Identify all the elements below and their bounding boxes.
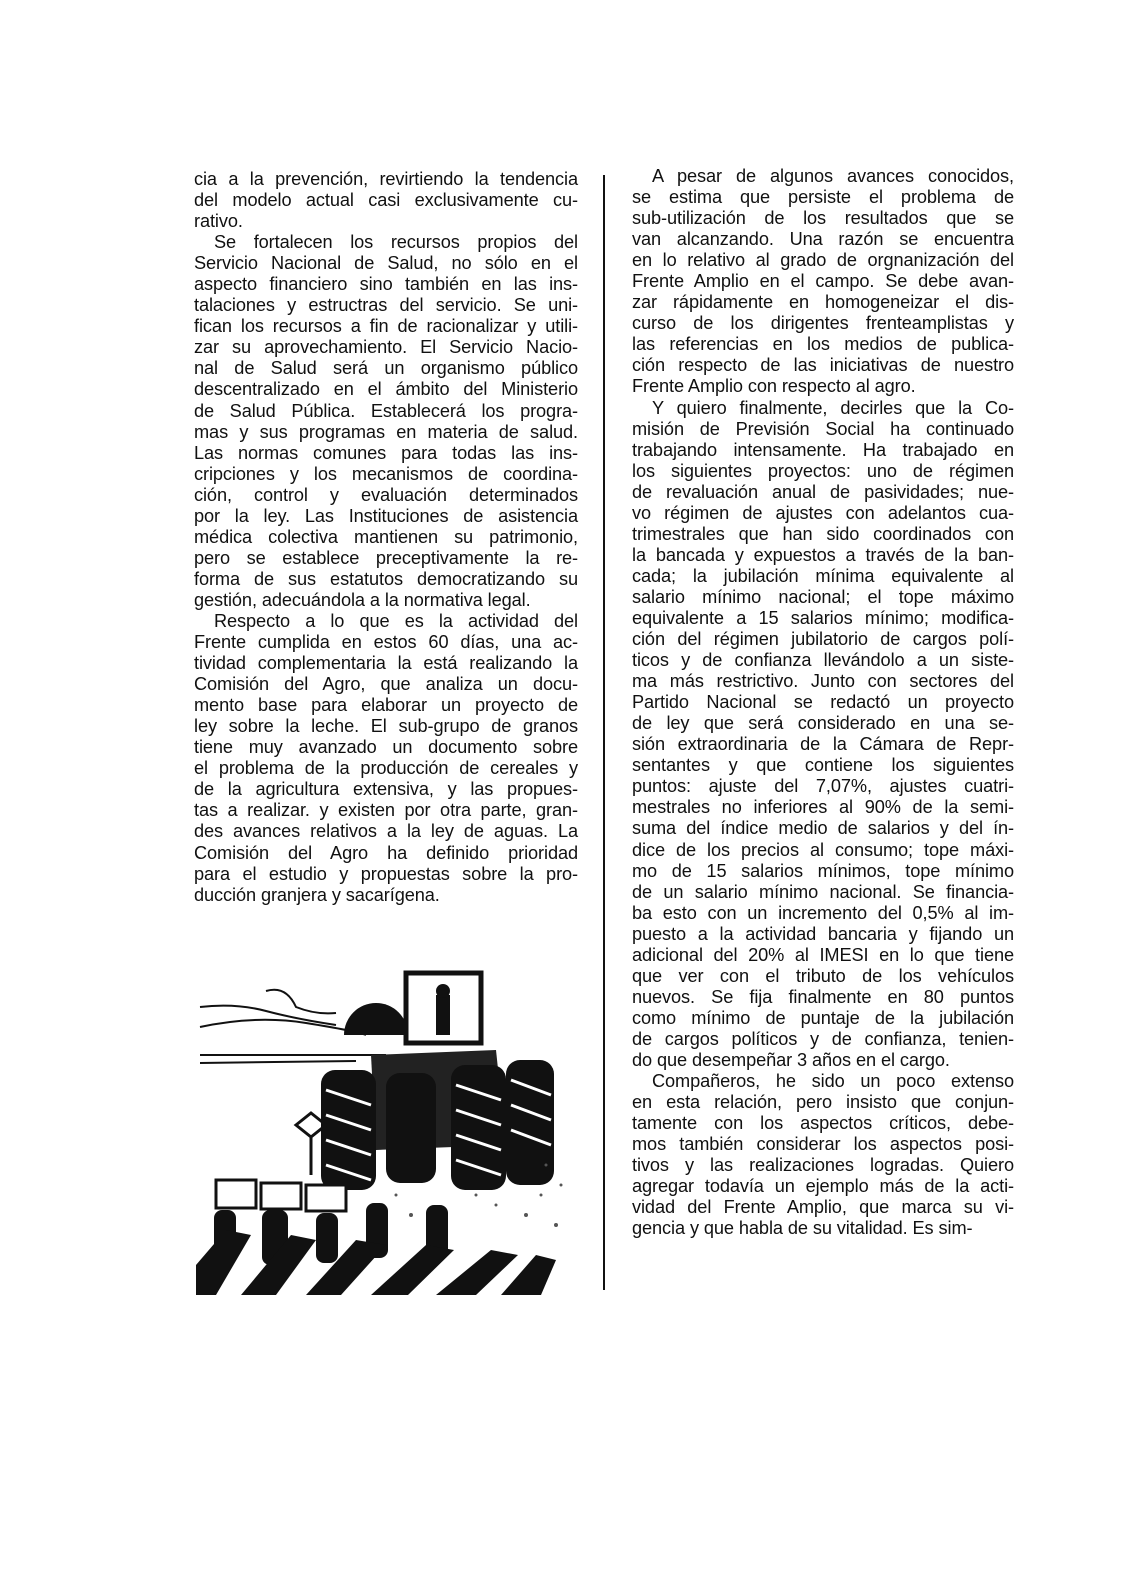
text-line: fican los recursos a fin de racionalizar y utili-: [194, 316, 578, 337]
text-line: de revaluación anual de pasividades; nue-: [632, 481, 1014, 502]
text-line: del modelo actual casi exclusivamente cu-: [194, 190, 578, 211]
text-line: equivalente a 15 salarios mínimo; modifica-: [632, 607, 1014, 628]
text-line: nal de Salud será un organismo público: [194, 358, 578, 379]
text-line: des avances relativos a la ley de aguas. La: [194, 821, 578, 842]
text-line: pero se establece preceptivamente la re-: [194, 547, 578, 568]
text-line: Comisión del Agro ha definido prioridad: [194, 842, 578, 863]
text-line: Respecto a lo que es la actividad del: [214, 610, 578, 631]
left-column: [194, 169, 578, 906]
text-line: agregar todavía un ejemplo más de la acti-: [632, 1176, 1014, 1197]
tractor-illustration: [196, 955, 574, 1295]
text-line: ley sobre la leche. El sub-grupo de granos: [194, 716, 578, 737]
text-line: sentantes y que contiene los siguientes: [632, 755, 1014, 776]
text-line: Frente Amplio en el campo. Se debe avan-: [632, 271, 1014, 292]
text-line: Compañeros, he sido un poco extenso: [652, 1071, 1014, 1092]
text-line: vidad del Frente Amplio, que marca su vi-: [632, 1197, 1014, 1218]
text-line: como mínimo de puntaje de la jubilación: [632, 1007, 1014, 1028]
text-line: zar rápidamente en homogeneizar el dis-: [632, 292, 1014, 313]
text-line: las referencias en los medios de publica-: [632, 334, 1014, 355]
text-line: médica colectiva mantienen su patrimonio,: [194, 526, 578, 547]
text-line: para el estudio y propuestas sobre la pro-: [194, 863, 578, 884]
text-line: Comisión del Agro, que analiza un docu-: [194, 674, 578, 695]
text-line: mos también considerar los aspectos posi-: [632, 1134, 1014, 1155]
text-line: zar su aprovechamiento. El Servicio Nacio-: [194, 337, 578, 358]
text-line: mo de 15 salarios mínimos, tope mínimo: [632, 860, 1014, 881]
text-line: salario mínimo nacional; el tope máximo: [632, 586, 1014, 607]
text-line: puntos: ajuste del 7,07%, ajustes cuatri-: [632, 776, 1014, 797]
text-line: el problema de la producción de cereales y: [194, 758, 578, 779]
text-line: tas a realizar. y existen por otra parte, gran-: [194, 800, 578, 821]
text-line: ción respecto de las iniciativas de nuestro: [632, 355, 1014, 376]
text-line: ducción granjera y sacarígena.: [194, 884, 440, 905]
text-line: Y quiero finalmente, decirles que la Co-: [652, 397, 1014, 418]
text-line: tiene muy avanzado un documento sobre: [194, 737, 578, 758]
text-line: do que desempeñar 3 años en el cargo.: [632, 1049, 950, 1070]
text-line: tividad complementaria la está realizando la: [194, 653, 578, 674]
text-line: Las normas comunes para todas las ins-: [194, 442, 578, 463]
text-line: ción del régimen jubilatorio de cargos polí-: [632, 629, 1014, 650]
text-line: trimestrales que han sido coordinados con: [632, 523, 1014, 544]
text-line: de Salud Pública. Establecerá los progra-: [194, 400, 578, 421]
text-line: A pesar de algunos avances conocidos,: [652, 166, 1014, 186]
text-line: talaciones y estructras del servicio. Se uni-: [194, 295, 578, 316]
text-line: ción, control y evaluación determinados: [194, 484, 578, 505]
text-line: dice de los precios al consumo; tope máxi-: [632, 839, 1014, 860]
text-line: sub-utilización de los resultados que se: [632, 208, 1014, 229]
text-line: en lo relativo al grado de orgnanización del: [632, 250, 1014, 271]
text-line: descentralizado en el ámbito del Ministerio: [194, 379, 578, 400]
text-line: adicional del 20% al IMESI en lo que tiene: [632, 944, 1014, 965]
text-line: misión de Previsión Social ha continuado: [632, 418, 1014, 439]
text-line: van alcanzando. Una razón se encuentra: [632, 229, 1014, 250]
text-line: mestrales no inferiores al 90% de la semi-: [632, 797, 1014, 818]
text-line: Servicio Nacional de Salud, no sólo en el: [194, 253, 578, 274]
column-divider: [603, 175, 605, 1290]
text-line: forma de sus estatutos democratizando su: [194, 568, 578, 589]
text-line: tamente con los aspectos críticos, debe-: [632, 1113, 1014, 1134]
text-line: Frente Amplio con respecto al agro.: [632, 376, 916, 397]
text-line: nuevos. Se fija finalmente en 80 puntos: [632, 986, 1014, 1007]
tractor-planter-icon: [196, 955, 574, 1295]
text-line: de cargos políticos y de confianza, tenien-: [632, 1028, 1014, 1049]
text-line: ma más restrictivo. Junto con sectores del: [632, 671, 1014, 692]
text-line: gencia y que habla de su vitalidad. Es sim-: [632, 1218, 973, 1239]
text-line: la bancada y expuestos a través de la ban-: [632, 544, 1014, 565]
text-line: de la agricultura extensiva, y las propues-: [194, 779, 578, 800]
text-line: ticos y de confianza llevándolo a un siste-: [632, 650, 1014, 671]
text-line: ba esto con un incremento del 0,5% al im-: [632, 902, 1014, 923]
text-line: cripciones y los mecanismos de coordina-: [194, 463, 578, 484]
text-line: cia a la prevención, revirtiendo la tendencia: [194, 169, 578, 189]
text-line: tivos y las realizaciones logradas. Quiero: [632, 1155, 1014, 1176]
text-line: Se fortalecen los recursos propios del: [214, 232, 578, 253]
text-line: en esta relación, pero insisto que conjun-: [632, 1092, 1014, 1113]
text-line: trabajando intensamente. Ha trabajado en: [632, 439, 1014, 460]
text-line: de ley que será considerado en una se-: [632, 713, 1014, 734]
text-line: de un salario mínimo nacional. Se financia-: [632, 881, 1014, 902]
text-line: cada; la jubilación mínima equivalente al: [632, 565, 1014, 586]
text-line: curso de los dirigentes frenteamplistas y: [632, 313, 1014, 334]
text-line: los siguientes proyectos: uno de régimen: [632, 460, 1014, 481]
text-line: vo régimen de ajustes con adelantos cua-: [632, 502, 1014, 523]
text-line: Partido Nacional se redactó un proyecto: [632, 692, 1014, 713]
text-line: gestión, adecuándola a la normativa legal.: [194, 589, 531, 610]
text-line: mas y sus programas en materia de salud.: [194, 421, 578, 442]
text-line: rativo.: [194, 211, 243, 232]
text-line: Frente cumplida en estos 60 días, una ac-: [194, 632, 578, 653]
text-line: se estima que persiste el problema de: [632, 187, 1014, 208]
text-line: puesto a la actividad bancaria y fijando un: [632, 923, 1014, 944]
text-line: que ver con el tributo de los vehículos: [632, 965, 1014, 986]
text-line: por la ley. Las Instituciones de asistencia: [194, 505, 578, 526]
text-line: sión extraordinaria de la Cámara de Repr-: [632, 734, 1014, 755]
text-line: mento base para elaborar un proyecto de: [194, 695, 578, 716]
right-column: [632, 166, 1014, 1239]
text-line: suma del índice medio de salarios y del ín-: [632, 818, 1014, 839]
text-line: aspecto financiero sino también en las ins-: [194, 274, 578, 295]
